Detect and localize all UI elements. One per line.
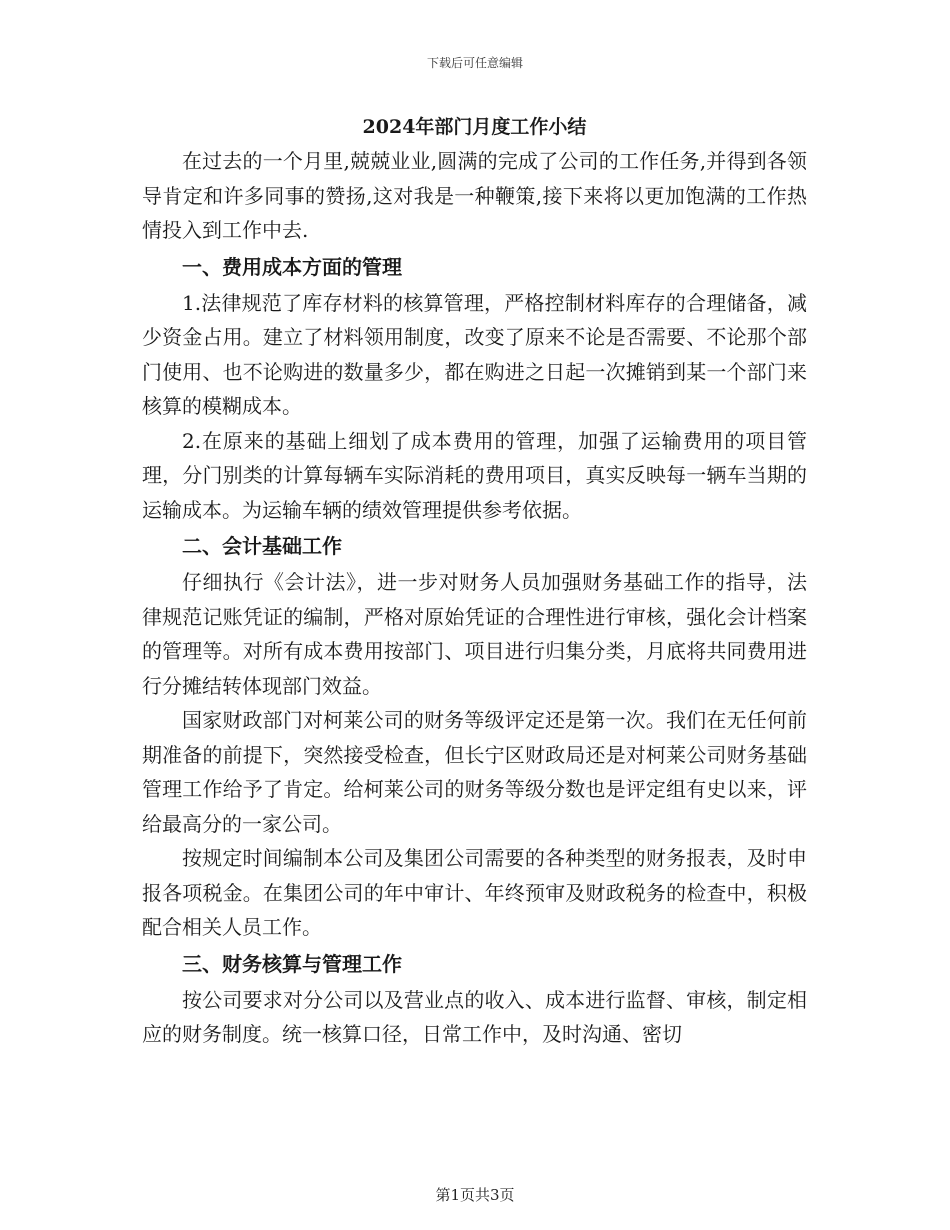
section-heading-accounting-basics: 二、会计基础工作 (182, 534, 342, 558)
section-heading-cost-management: 一、费用成本方面的管理 (182, 254, 402, 279)
section-heading-financial-accounting: 三、财务核算与管理工作 (182, 951, 402, 976)
paragraph: 按规定时间编制本公司及集团公司需要的各种类型的财务报表，及时申报各项税金。在集团公司的年中审计、年终预审及财政税务的检查中，积极配合相关人员工作。 (142, 846, 807, 939)
paragraph: 按公司要求对分公司以及营业点的收入、成本进行监督、审核，制定相应的财务制度。统一核算口径，日常工作中，及时沟通、密切 (142, 987, 807, 1046)
intro-paragraph: 在过去的一个月里,兢兢业业,圆满的完成了公司的工作任务,并得到各领导肯定和许多同事的赞扬,这对我是一种鞭策,接下来将以更加饱满的工作热情投入到工作中去. (142, 149, 807, 242)
paragraph: 1.法律规范了库存材料的核算管理，严格控制材料库存的合理储备，减少资金占用。建立了材料领用制度，改变了原来不论是否需要、不论那个部门使用、也不论购进的数量多少，都在购进之日起一次摊销到某一个部门来核算的模糊成本。 (142, 290, 807, 418)
document-title: 2024年部门月度工作小结 (362, 116, 587, 138)
document-body (142, 112, 807, 1052)
paragraph: 仔细执行《会计法》，进一步对财务人员加强财务基础工作的指导，法律规范记账凭证的编制，严格对原始凭证的合理性进行审核，强化会计档案的管理等。对所有成本费用按部门、项目进行归集分类，月底将共同费用进行分摊结转体现部门效益。 (142, 570, 807, 698)
page-number: 第1页共3页 (435, 1186, 515, 1204)
paragraph: 国家财政部门对柯莱公司的财务等级评定还是第一次。我们在无任何前期准备的前提下，突然接受检查，但长宁区财政局还是对柯莱公司财务基础管理工作给予了肯定。给柯莱公司的财务等级分数也是评定组有史以来，评给最高分的一家公司。 (142, 708, 807, 836)
paragraph: 2.在原来的基础上细划了成本费用的管理，加强了运输费用的项目管理，分门别类的计算每辆车实际消耗的费用项目，真实反映每一辆车当期的运输成本。为运输车辆的绩效管理提供参考依据。 (142, 428, 807, 522)
header-note: 下载后可任意编辑 (426, 56, 523, 70)
